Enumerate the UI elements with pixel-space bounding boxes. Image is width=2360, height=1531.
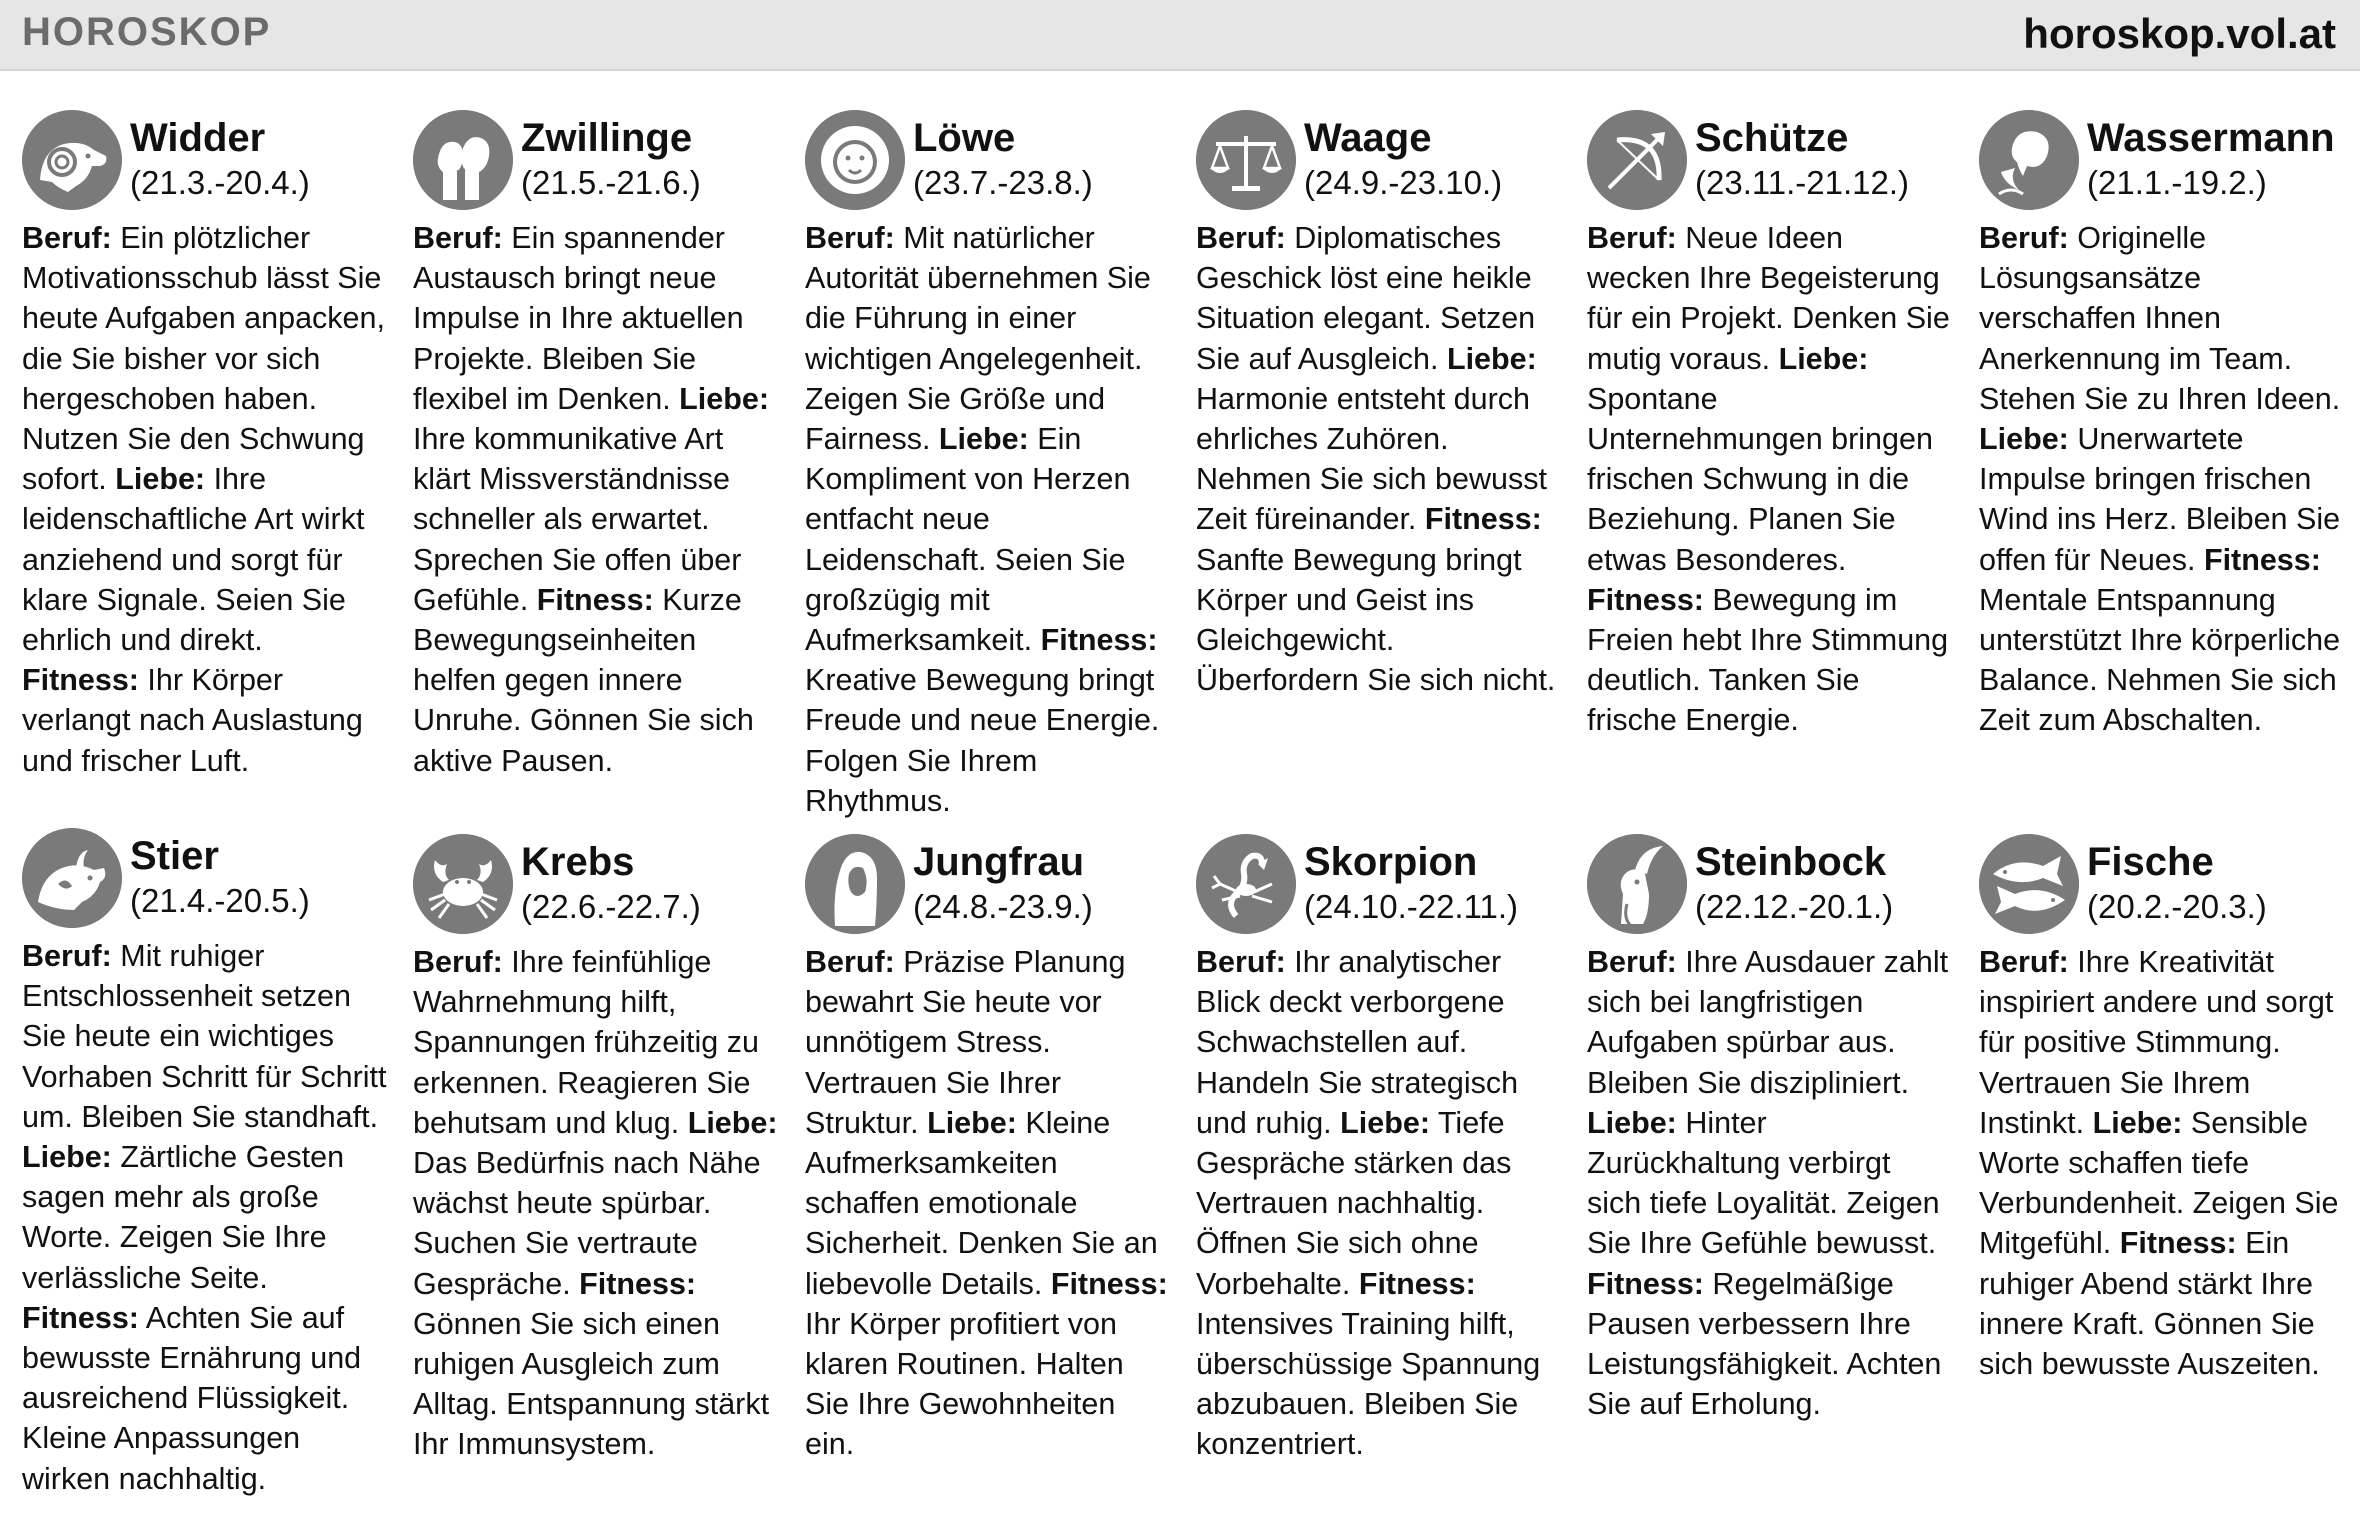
job-label: Beruf: <box>413 221 503 255</box>
goat-icon <box>1587 834 1687 934</box>
sign-waage <box>1196 110 1562 700</box>
sign-loewe <box>805 110 1171 821</box>
fitness-label: Fitness: <box>2119 1226 2237 1261</box>
site-url[interactable]: horoskop.vol.at <box>2023 10 2336 57</box>
job-text: Ihr analytischer Blick deckt verborgene Schwachstellen auf. Handeln Sie strategisch und ruhig. <box>1196 945 1519 1140</box>
ram-icon <box>22 110 122 210</box>
fitness-text: Bewegung im Freien hebt Ihre Stimmung deutlich. Tanken Sie frische Energie. <box>1587 582 1949 738</box>
fitness-text: Achten Sie auf bewusste Ernährung und ausreichend Flüssigkeit. Kleine Anpassungen wirken nachhaltig. <box>22 1300 362 1496</box>
job-text: Ein spannender Austausch bringt neue Impulse in Ihre aktuellen Projekte. Bleiben Sie flexibel im Denken. <box>413 221 744 416</box>
sign-dates: (23.11.-21.12.) <box>1695 164 1910 201</box>
sign-name: Widder <box>130 116 266 160</box>
fitness-text: Regelmäßige Pausen verbessern Ihre Leistungsfähigkeit. Achten Sie auf Erholung. <box>1587 1266 1942 1422</box>
job-label: Beruf: <box>1587 221 1677 255</box>
twins-icon <box>413 110 513 210</box>
job-label: Beruf: <box>1979 945 2069 979</box>
sign-widder <box>22 110 388 781</box>
fitness-label: Fitness: <box>1587 1266 1704 1301</box>
love-label: Liebe: <box>938 422 1029 457</box>
sign-text <box>22 218 388 781</box>
page-title: HOROSKOP <box>22 10 272 54</box>
job-text: Originelle Lösungsansätze verschaffen Ihnen Anerkennung im Team. Stehen Sie zu Ihren Ideen. <box>1979 221 2341 416</box>
job-label: Beruf: <box>1587 945 1677 979</box>
fitness-text: Sanfte Bewegung bringt Körper und Geist ins Gleichgewicht. Überfordern Sie sich nicht. <box>1196 542 1556 698</box>
job-text: Mit natürlicher Autorität übernehmen Sie die Führung in einer wichtigen Angelegenheit. Zeigen Sie Größe und Fairness. <box>805 221 1151 457</box>
lion-icon <box>805 110 905 210</box>
sign-skorpion <box>1196 834 1562 1465</box>
fitness-label: Fitness: <box>1358 1266 1476 1301</box>
fitness-label: Fitness: <box>1587 582 1704 617</box>
love-label: Liebe: <box>1446 341 1537 376</box>
job-label: Beruf: <box>1196 945 1286 979</box>
fitness-text: Ein ruhiger Abend stärkt Ihre innere Kraft. Gönnen Sie sich bewusste Auszeiten. <box>1979 1226 2320 1382</box>
fitness-label: Fitness: <box>1050 1266 1168 1301</box>
sign-name: Skorpion <box>1304 840 1478 884</box>
sign-dates: (24.8.-23.9.) <box>913 888 1093 925</box>
sign-name: Fische <box>2087 840 2214 884</box>
fish-icon <box>1979 834 2079 934</box>
virgin-icon <box>805 834 905 934</box>
sign-text <box>22 936 388 1499</box>
job-text: Ihre Kreativität inspiriert andere und sorgt für positive Stimmung. Vertrauen Sie Ihrem Instinkt. <box>1979 945 2334 1140</box>
sign-dates: (23.7.-23.8.) <box>913 164 1093 201</box>
sign-dates: (21.1.-19.2.) <box>2087 164 2267 201</box>
job-text: Neue Ideen wecken Ihre Begeisterung für ein Projekt. Denken Sie mutig voraus. <box>1587 221 1950 376</box>
love-text: Ein Kompliment von Herzen entfacht neue Leidenschaft. Seien Sie großzügig mit Aufmerksamkeit. <box>805 422 1131 658</box>
sign-dates: (20.2.-20.3.) <box>2087 888 2267 925</box>
sign-name: Krebs <box>521 840 635 884</box>
sign-text <box>805 218 1171 821</box>
fitness-label: Fitness: <box>22 663 139 698</box>
love-text: Das Bedürfnis nach Nähe wächst heute spürbar. Suchen Sie vertraute Gespräche. <box>413 1146 761 1301</box>
love-text: Ihre kommunikative Art klärt Missverständnisse schneller als erwartet. Sprechen Sie offen über Gefühle. <box>413 422 742 617</box>
love-text: Zärtliche Gesten sagen mehr als große Worte. Zeigen Sie Ihre verlässliche Seite. <box>22 1140 345 1295</box>
fitness-text: Kreative Bewegung bringt Freude und neue Energie. Folgen Sie Ihrem Rhythmus. <box>805 663 1160 818</box>
love-text: Harmonie entsteht durch ehrliches Zuhören. Nehmen Sie sich bewusst Zeit füreinander. <box>1196 381 1547 537</box>
sign-dates: (21.5.-21.6.) <box>521 164 701 201</box>
fitness-label: Fitness: <box>536 582 654 617</box>
sign-name: Wassermann <box>2087 116 2335 160</box>
sign-text <box>1196 942 1562 1465</box>
fitness-label: Fitness: <box>1424 502 1542 537</box>
job-label: Beruf: <box>1196 221 1286 255</box>
sign-name: Zwillinge <box>521 116 693 160</box>
sign-name: Löwe <box>913 116 1016 160</box>
sign-text <box>413 218 779 781</box>
job-text: Ihre Ausdauer zahlt sich bei langfristigen Aufgaben spürbar aus. Bleiben Sie diszipliniert. <box>1587 945 1949 1100</box>
sign-wassermann <box>1979 110 2345 741</box>
love-label: Liebe: <box>2092 1105 2183 1140</box>
sign-text <box>1979 942 2345 1384</box>
sign-text <box>1587 942 1953 1424</box>
fitness-label: Fitness: <box>2203 542 2321 577</box>
love-label: Liebe: <box>115 462 206 497</box>
love-label: Liebe: <box>1587 1105 1677 1140</box>
sign-steinbock <box>1587 834 1953 1424</box>
job-label: Beruf: <box>805 945 895 979</box>
sign-text <box>805 942 1171 1465</box>
love-label: Liebe: <box>687 1105 778 1140</box>
fitness-text: Gönnen Sie sich einen ruhigen Ausgleich zum Alltag. Entspannung stärkt Ihr Immunsystem. <box>413 1306 770 1462</box>
job-label: Beruf: <box>413 945 503 979</box>
header-bar <box>0 0 2360 71</box>
sign-schuetze <box>1587 110 1953 741</box>
fitness-text: Mentale Entspannung unterstützt Ihre körperliche Balance. Nehmen Sie sich Zeit zum Abschalten. <box>1979 582 2341 738</box>
fitness-text: Kurze Bewegungseinheiten helfen gegen innere Unruhe. Gönnen Sie sich aktive Pausen. <box>413 582 754 778</box>
job-text: Präzise Planung bewahrt Sie heute vor unnötigem Stress. Vertrauen Sie Ihrer Struktur. <box>805 945 1126 1140</box>
job-label: Beruf: <box>1979 221 2069 255</box>
sign-dates: (22.6.-22.7.) <box>521 888 701 925</box>
fitness-text: Ihr Körper profitiert von klaren Routinen. Halten Sie Ihre Gewohnheiten ein. <box>805 1306 1124 1462</box>
sign-zwillinge <box>413 110 779 781</box>
sign-dates: (22.12.-20.1.) <box>1695 888 1894 925</box>
love-text: Sensible Worte schaffen tiefe Verbundenheit. Zeigen Sie Mitgefühl. <box>1979 1105 2339 1261</box>
sign-dates: (21.3.-20.4.) <box>130 164 310 201</box>
love-text: Hinter Zurückhaltung verbirgt sich tiefe Loyalität. Zeigen Sie Ihre Gefühle bewusst. <box>1587 1105 1940 1261</box>
fitness-text: Ihr Körper verlangt nach Auslastung und frischer Luft. <box>22 663 363 778</box>
job-label: Beruf: <box>805 221 895 255</box>
water-bearer-icon <box>1979 110 2079 210</box>
sign-krebs <box>413 834 779 1465</box>
love-label: Liebe: <box>1340 1105 1430 1140</box>
love-label: Liebe: <box>927 1105 1017 1140</box>
love-text: Kleine Aufmerksamkeiten schaffen emotionale Sicherheit. Denken Sie an liebevolle Details. <box>805 1105 1158 1301</box>
fitness-label: Fitness: <box>1040 623 1158 658</box>
sign-dates: (24.9.-23.10.) <box>1304 164 1503 201</box>
sign-text <box>413 942 779 1465</box>
sign-stier <box>22 828 388 1499</box>
job-label: Beruf: <box>22 939 112 973</box>
sign-fische <box>1979 834 2345 1384</box>
love-text: Ihre leidenschaftliche Art wirkt anziehend und sorgt für klare Signale. Seien Sie ehrlich und direkt. <box>22 462 365 658</box>
sign-name: Schütze <box>1695 116 1849 160</box>
sign-text <box>1587 218 1953 741</box>
love-label: Liebe: <box>1979 422 2069 457</box>
scorpion-icon <box>1196 834 1296 934</box>
job-text: Mit ruhiger Entschlossenheit setzen Sie heute ein wichtiges Vorhaben Schritt für Schritt um. Bleiben Sie standhaft. <box>22 939 387 1134</box>
fitness-label: Fitness: <box>22 1300 139 1335</box>
sign-name: Stier <box>130 834 219 878</box>
love-text: Unerwartete Impulse bringen frischen Wind ins Herz. Bleiben Sie offen für Neues. <box>1979 422 2341 577</box>
job-text: Diplomatisches Geschick löst eine heikle Situation elegant. Setzen Sie auf Ausgleich. <box>1196 221 1536 376</box>
sign-dates: (24.10.-22.11.) <box>1304 888 1519 925</box>
love-text: Spontane Unternehmungen bringen frischen Schwung in die Beziehung. Planen Sie etwas Besonderes. <box>1587 381 1933 577</box>
fitness-text: Intensives Training hilft, überschüssige Spannung abzubauen. Bleiben Sie konzentriert. <box>1196 1306 1541 1462</box>
love-label: Liebe: <box>1778 341 1869 376</box>
archer-icon <box>1587 110 1687 210</box>
job-label: Beruf: <box>22 221 112 255</box>
fitness-label: Fitness: <box>579 1266 697 1301</box>
love-label: Liebe: <box>22 1140 112 1175</box>
sign-text <box>1196 218 1562 700</box>
crab-icon <box>413 834 513 934</box>
sign-name: Steinbock <box>1695 840 1887 884</box>
sign-text <box>1979 218 2345 741</box>
love-text: Tiefe Gespräche stärken das Vertrauen nachhaltig. Öffnen Sie sich ohne Vorbehalte. <box>1196 1105 1512 1301</box>
scales-icon <box>1196 110 1296 210</box>
sign-name: Waage <box>1304 116 1432 160</box>
sign-dates: (21.4.-20.5.) <box>130 882 310 919</box>
sign-name: Jungfrau <box>913 840 1085 884</box>
job-text: Ihre feinfühlige Wahrnehmung hilft, Spannungen frühzeitig zu erkennen. Reagieren Sie behutsam und klug. <box>413 945 759 1140</box>
sign-jungfrau <box>805 834 1171 1465</box>
job-text: Ein plötzlicher Motivationsschub lässt Sie heute Aufgaben anpacken, die Sie bisher vor sich hergeschoben haben. Nutzen Sie den Schwung sofort. <box>22 221 385 497</box>
love-label: Liebe: <box>679 381 769 416</box>
bull-icon <box>22 828 122 928</box>
